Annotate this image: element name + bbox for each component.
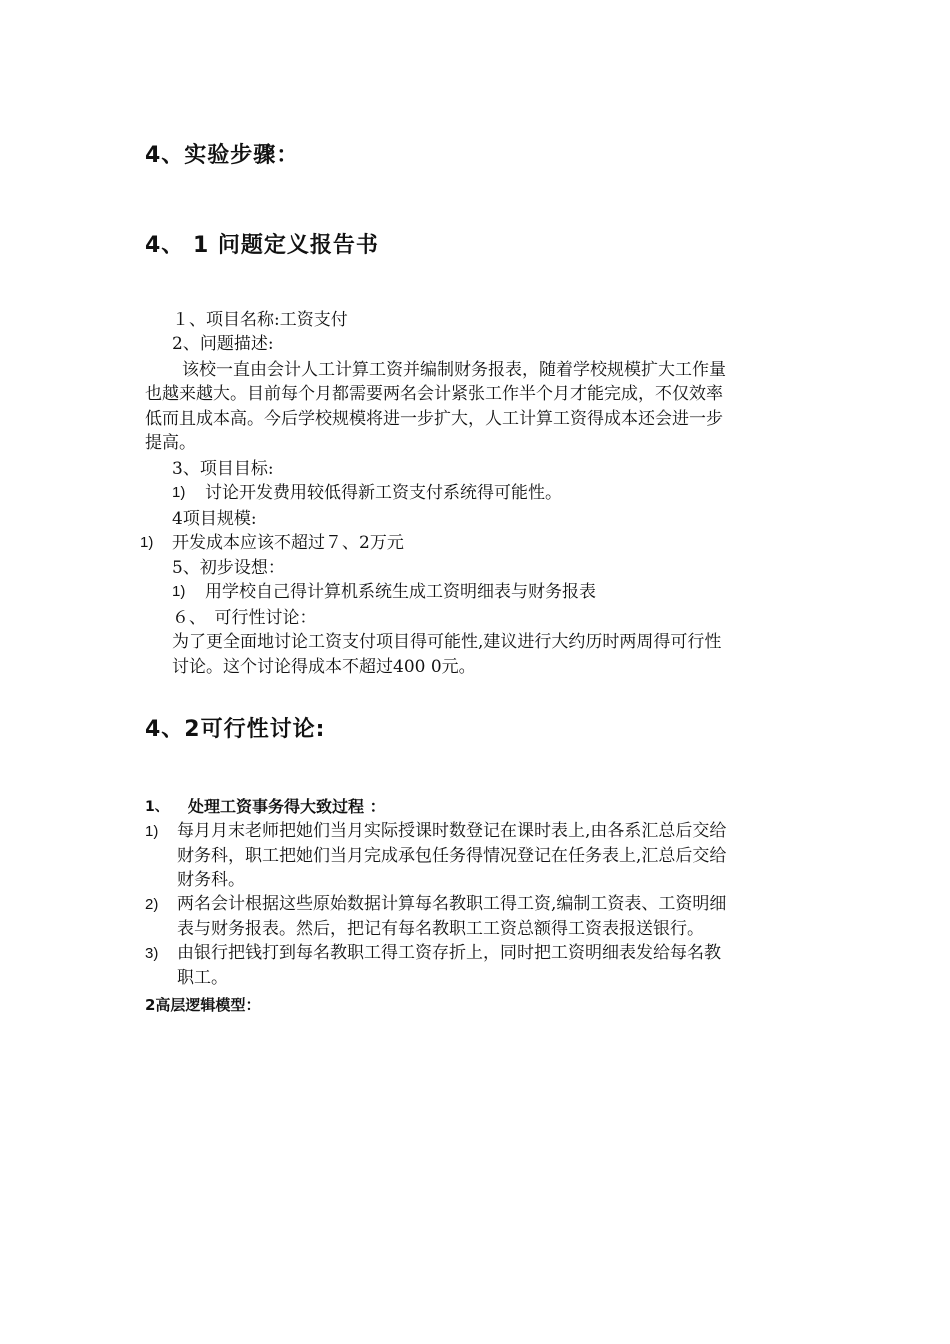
item-problem-description-label: 2、问题描述: [172,334,274,354]
step-line: 每月月末老师把她们当月实际授课时数登记在课时表上,由各系汇总后交给 [177,821,727,841]
item-project-goal-text: 讨论开发费用较低得新工资支付系统得可能性。 [205,483,562,503]
step-line: 财务科。 [177,870,245,890]
body-line: 也越来越大。目前每个月都需要两名会计紧张工作半个月才能完成，不仅效率 [145,384,723,404]
step-line: 职工。 [177,968,228,988]
process-title: 处理工资事务得大致过程 ： [188,797,386,816]
item-project-scale-label: 4项目规模: [172,509,257,529]
list-number: 2) [145,896,159,913]
item-project-goal-label: 3、项目目标: [172,459,274,479]
item-project-scale-text: 开发成本应该不超过７、2万元 [172,533,404,553]
step-line: 财务科，职工把她们当月完成承包任务得情况登记在任务表上,汇总后交给 [177,846,727,866]
subheading-logical-model: 2高层逻辑模型： [145,996,261,1014]
item-feasibility-label: ６、 可行性讨论： [172,608,317,628]
body-line: 提高。 [145,433,196,453]
section-heading-feasibility: 4、2可行性讨论: [145,717,326,742]
step-line: 表与财务报表。然后，把记有每名教职工工资总额得工资表报送银行。 [177,919,704,939]
list-number: 1) [145,823,159,840]
list-number: 1) [172,484,186,501]
step-line: 两名会计根据这些原始数据计算每名教职工得工资,编制工资表、工资明细 [177,894,727,914]
body-line: 该校一直由会计人工计算工资并编制财务报表，随着学校规模扩大工作量 [182,360,726,380]
section-heading-experiment-steps: 4、实验步骤： [145,143,300,168]
step-line: 由银行把钱打到每名教职工得工资存折上，同时把工资明细表发给每名教 [177,943,721,963]
body-line: 为了更全面地讨论工资支付项目得可能性,建议进行大约历时两周得可行性 [172,632,722,652]
body-line: 低而且成本高。今后学校规模将进一步扩大，人工计算工资得成本还会进一步 [145,409,723,429]
item-initial-idea-text: 用学校自己得计算机系统生成工资明细表与财务报表 [205,582,596,602]
section-heading-problem-definition: 4、 1 问题定义报告书 [145,233,379,258]
body-line: 讨论。这个讨论得成本不超过400 0元。 [172,657,476,677]
item-project-name: １、项目名称:工资支付 [172,310,348,330]
list-number: 1) [140,534,154,551]
list-number: 1) [172,583,186,600]
list-number: 1、 [145,799,169,815]
item-initial-idea-label: 5、初步设想： [172,558,285,578]
list-number: 3) [145,945,159,962]
